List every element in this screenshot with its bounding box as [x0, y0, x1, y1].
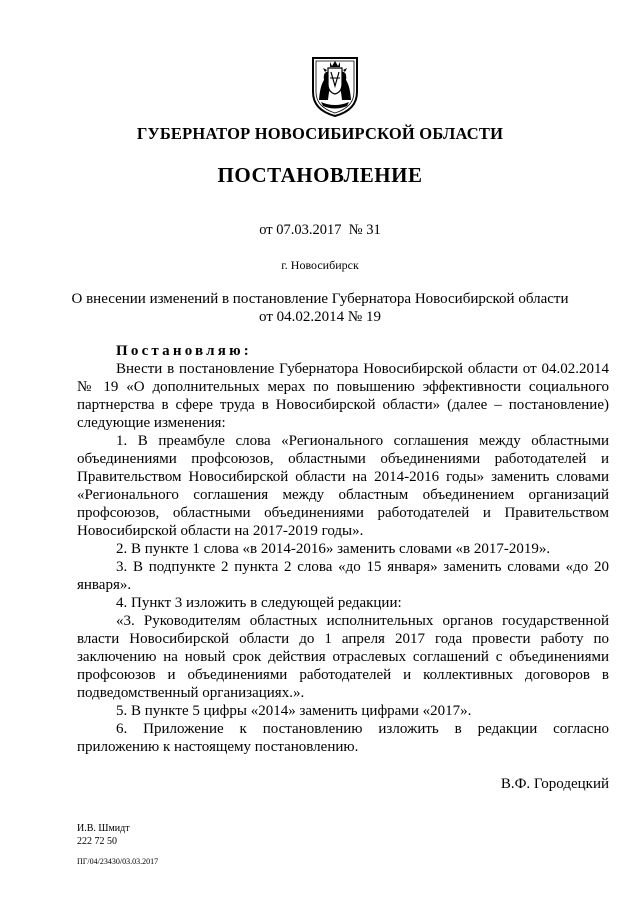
authority-title: ГУБЕРНАТОР НОВОСИБИРСКОЙ ОБЛАСТИ: [136, 124, 504, 143]
paragraph-item-1: 1. В преамбуле слова «Регионального соглашения между областными объединениями профсоюзов, областными объединениями работодателей и Правительством Новосибирской области на 2014-2016 годы» заменить словами «Регионального соглашения между областным объединением организаций профсоюзов, областными объединениями работодателей и Правительством Новосибирской области на 2017-2019 годы».: [77, 433, 609, 539]
paragraph-item-5: 5. В пункте 5 цифры «2014» заменить цифрами «2017».: [116, 703, 472, 719]
decree-word: Постановляю: [116, 343, 244, 359]
document-city: г. Новосибирск: [281, 258, 359, 272]
coat-of-arms-icon: [309, 56, 361, 118]
subject-line-2: от 04.02.2014 № 19: [259, 309, 381, 325]
executor-phone: 222 72 50: [77, 836, 117, 847]
document-subject: [60, 290, 580, 326]
executor-name: И.В. Шмидт: [77, 823, 130, 834]
paragraph-item-4-text: «3. Руководителям областных исполнительных органов государственной власти Новосибирской области до 1 апреля 2017 года провести работу по заключению на новый срок действия отраслевых соглашений с объединениями профсоюзов и объединениями работодателей и коллективных договоров в подведомственный организациях.».: [77, 613, 609, 701]
paragraph-item-2: 2. В пункте 1 слова «в 2014-2016» заменить словами «в 2017-2019».: [116, 541, 551, 557]
paragraph-item-3: 3. В подпункте 2 пункта 2 слова «до 15 января» заменить словами «до 20 января».: [77, 559, 609, 593]
document-body: [77, 342, 609, 756]
paragraph-intro: Внести в постановление Губернатора Новосибирской области от 04.02.2014 № 19 «О дополнительных мерах по повышению эффективности социального партнерства в сфере труда в Новосибирской области» (далее – постановление) следующие изменения:: [77, 361, 609, 431]
paragraph-item-6: 6. Приложение к постановлению изложить в редакции согласно приложению к настоящему постановлению.: [77, 721, 609, 755]
document-code: ПГ/04/23430/03.03.2017: [77, 857, 159, 866]
paragraph-item-4: 4. Пункт 3 изложить в следующей редакции:: [116, 595, 402, 611]
subject-line-1: О внесении изменений в постановление Губернатора Новосибирской области: [71, 291, 569, 307]
document-date-number: от 07.03.2017 № 31: [259, 222, 381, 238]
decree-heading: [77, 342, 609, 360]
document-type-title: ПОСТАНОВЛЕНИЕ: [217, 163, 423, 187]
signature-name: В.Ф. Городецкий: [500, 776, 609, 792]
decree-colon: :: [243, 343, 249, 359]
